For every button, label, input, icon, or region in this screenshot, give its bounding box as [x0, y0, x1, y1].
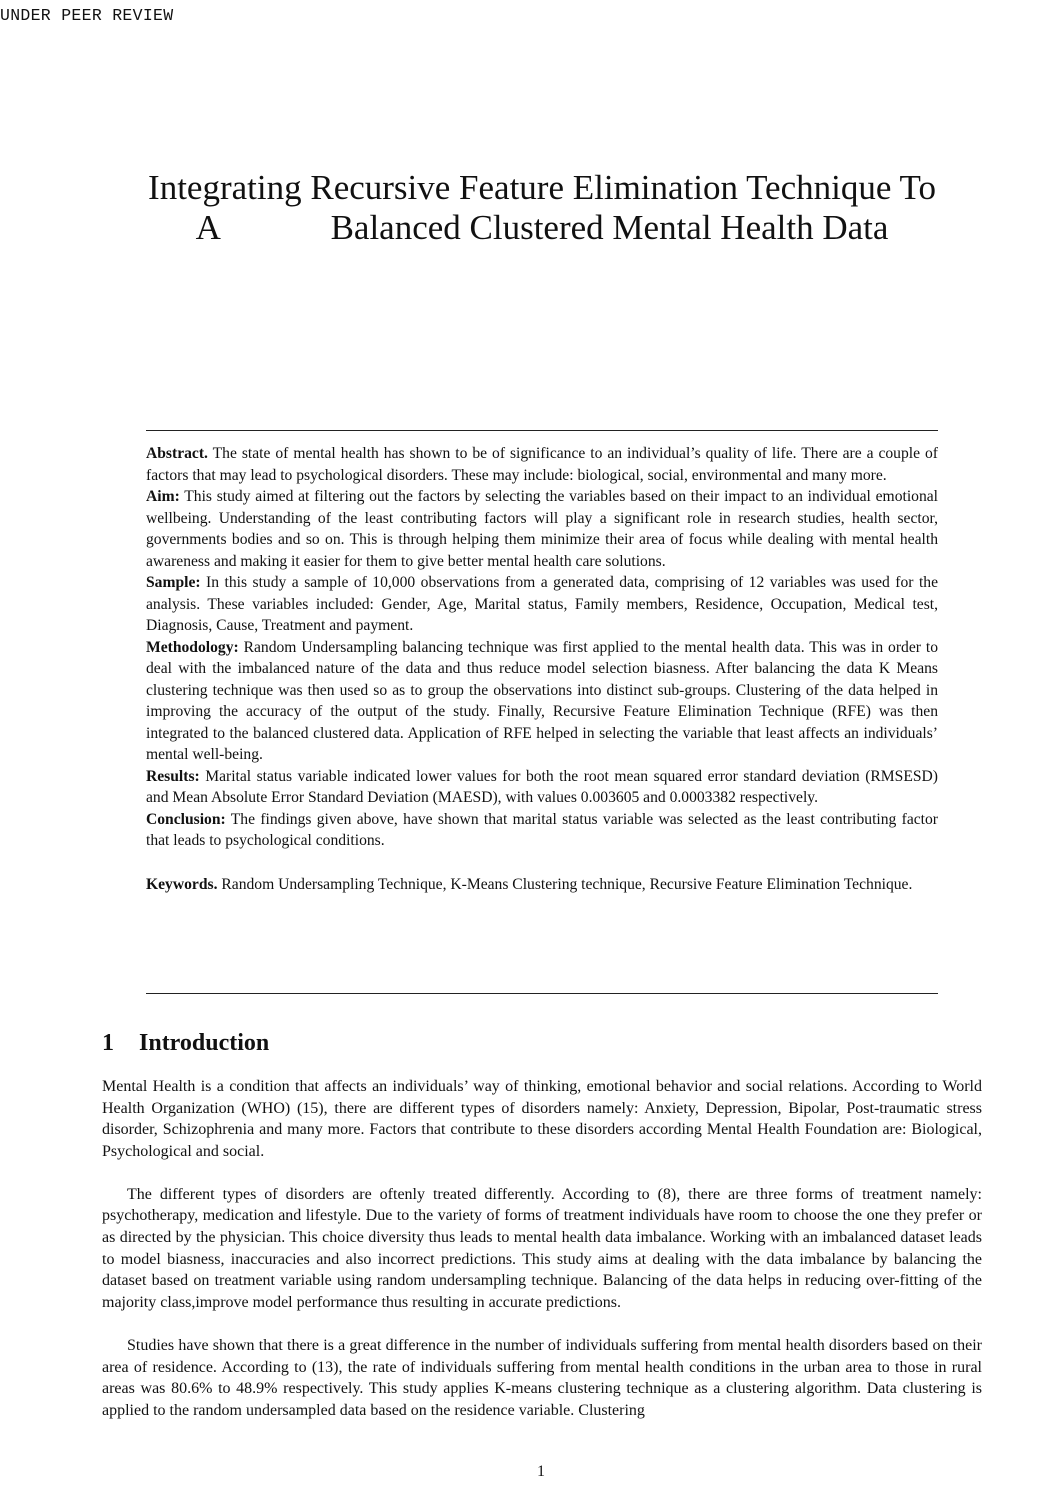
paper-title	[0, 168, 1058, 248]
conclusion-paragraph	[146, 809, 938, 852]
methodology-text: Random Undersampling balancing technique was first applied to the mental health data. This was in order to deal with the imbalanced nature of the data and thus reduce model selection biasness. After balancing the data K Means clustering technique was then used so as to group the observations into distinct sub-groups. Clustering of the data helped in improving the accuracy of the output of the study. Finally, Recursive Feature Elimination Technique (RFE) was then integrated to the balanced clustered data. Application of RFE helped in selecting the variable that least affects an individuals’ mental well-being.	[146, 638, 938, 763]
sample-label: Sample:	[146, 574, 201, 591]
aim-paragraph	[146, 486, 938, 572]
aim-label: Aim:	[146, 488, 180, 505]
title-line-2-a: A	[195, 208, 221, 247]
abstract-top-rule	[146, 430, 938, 431]
body-text	[102, 1076, 982, 1443]
sample-paragraph	[146, 572, 938, 637]
methodology-paragraph	[146, 637, 938, 766]
peer-review-watermark: UNDER PEER REVIEW	[0, 6, 174, 25]
conclusion-text: The findings given above, have shown that marital status variable was selected as the least contributing factor that leads to psychological conditions.	[146, 810, 938, 849]
results-text: Marital status variable indicated lower values for both the root mean squared error standard deviation (RMSESD) and Mean Absolute Error Standard Deviation (MAESD), with values 0.003605 and 0.0003382 respectively.	[146, 767, 938, 806]
section-number: 1	[102, 1030, 114, 1056]
section-title: Introduction	[139, 1030, 270, 1056]
keywords-text: Random Undersampling Technique, K-Means Clustering technique, Recursive Feature Elimination Technique.	[217, 875, 913, 893]
sample-text: In this study a sample of 10,000 observations from a generated data, comprising of 12 variables was used for the analysis. These variables included: Gender, Age, Marital status, Family members, Residence, Occupation, Medical test, Diagnosis, Cause, Treatment and payment.	[146, 574, 938, 634]
abstract-bottom-rule	[146, 993, 938, 994]
abstract-text: The state of mental health has shown to be of significance to an individual’s quality of life. There are a couple of factors that may lead to psychological disorders. These may include: biological, social, environmental and many more.	[146, 445, 938, 484]
conclusion-label: Conclusion:	[146, 810, 226, 828]
section-heading	[102, 1030, 269, 1057]
title-line-2	[0, 208, 1058, 248]
body-paragraph: Studies have shown that there is a great difference in the number of individuals suffering from mental health disorders based on their area of residence. According to (13), the rate of individuals suffering from mental health conditions in the urban area to those in rural areas was 80.6% to 48.9% respectively. This study applies K-means clustering technique as a clustering algorithm. Data clustering is applied to the random undersampled data based on the residence variable. Clustering	[102, 1336, 982, 1419]
methodology-label: Methodology:	[146, 638, 239, 656]
body-paragraph: The different types of disorders are oftenly treated differently. According to (8), there are three forms of treatment namely: psychotherapy, medication and lifestyle. Due to the variety of forms of treatment individuals have room to choose the one they prefer or as directed by the physician. This choice diversity thus leads to mental health data imbalance. Working with an imbalanced dataset leads to model biasness, inaccuracies and also incorrect predictions. This study aims at dealing with the data imbalance by balancing the dataset based on treatment variable using random undersampling technique. Balancing of the data helps in reducing over-fitting of the majority class,improve model performance thus resulting in accurate predictions.	[102, 1185, 982, 1311]
results-paragraph	[146, 766, 938, 809]
keywords-paragraph	[146, 874, 938, 896]
title-line-1: Integrating Recursive Feature Elimination Technique To	[148, 168, 936, 207]
abstract-label: Abstract.	[146, 445, 208, 462]
page-number: 1	[537, 1463, 545, 1480]
aim-text: This study aimed at filtering out the factors by selecting the variables based on their impact to an individual emotional wellbeing. Understanding of the least contributing factors will play a significant role in research studies, health sector, governments bodies and so on. This is through helping them minimize their area of focus while dealing with mental health awareness and making it easier for them to give better mental health care solutions.	[146, 488, 938, 570]
abstract	[146, 443, 938, 895]
title-line-2-b: Balanced Clustered Mental Health Data	[330, 208, 889, 247]
body-paragraph: Mental Health is a condition that affects an individuals’ way of thinking, emotional behavior and social relations. According to World Health Organization (WHO) (15), there are different types of disorders namely: Anxiety, Depression, Bipolar, Post-traumatic stress disorder, Schizophrenia and many more. Factors that contribute to these disorders according Mental Health Foundation are: Biological, Psychological and social.	[102, 1078, 982, 1160]
keywords-label: Keywords.	[146, 875, 218, 893]
results-label: Results:	[146, 767, 200, 785]
abstract-paragraph	[146, 443, 938, 486]
